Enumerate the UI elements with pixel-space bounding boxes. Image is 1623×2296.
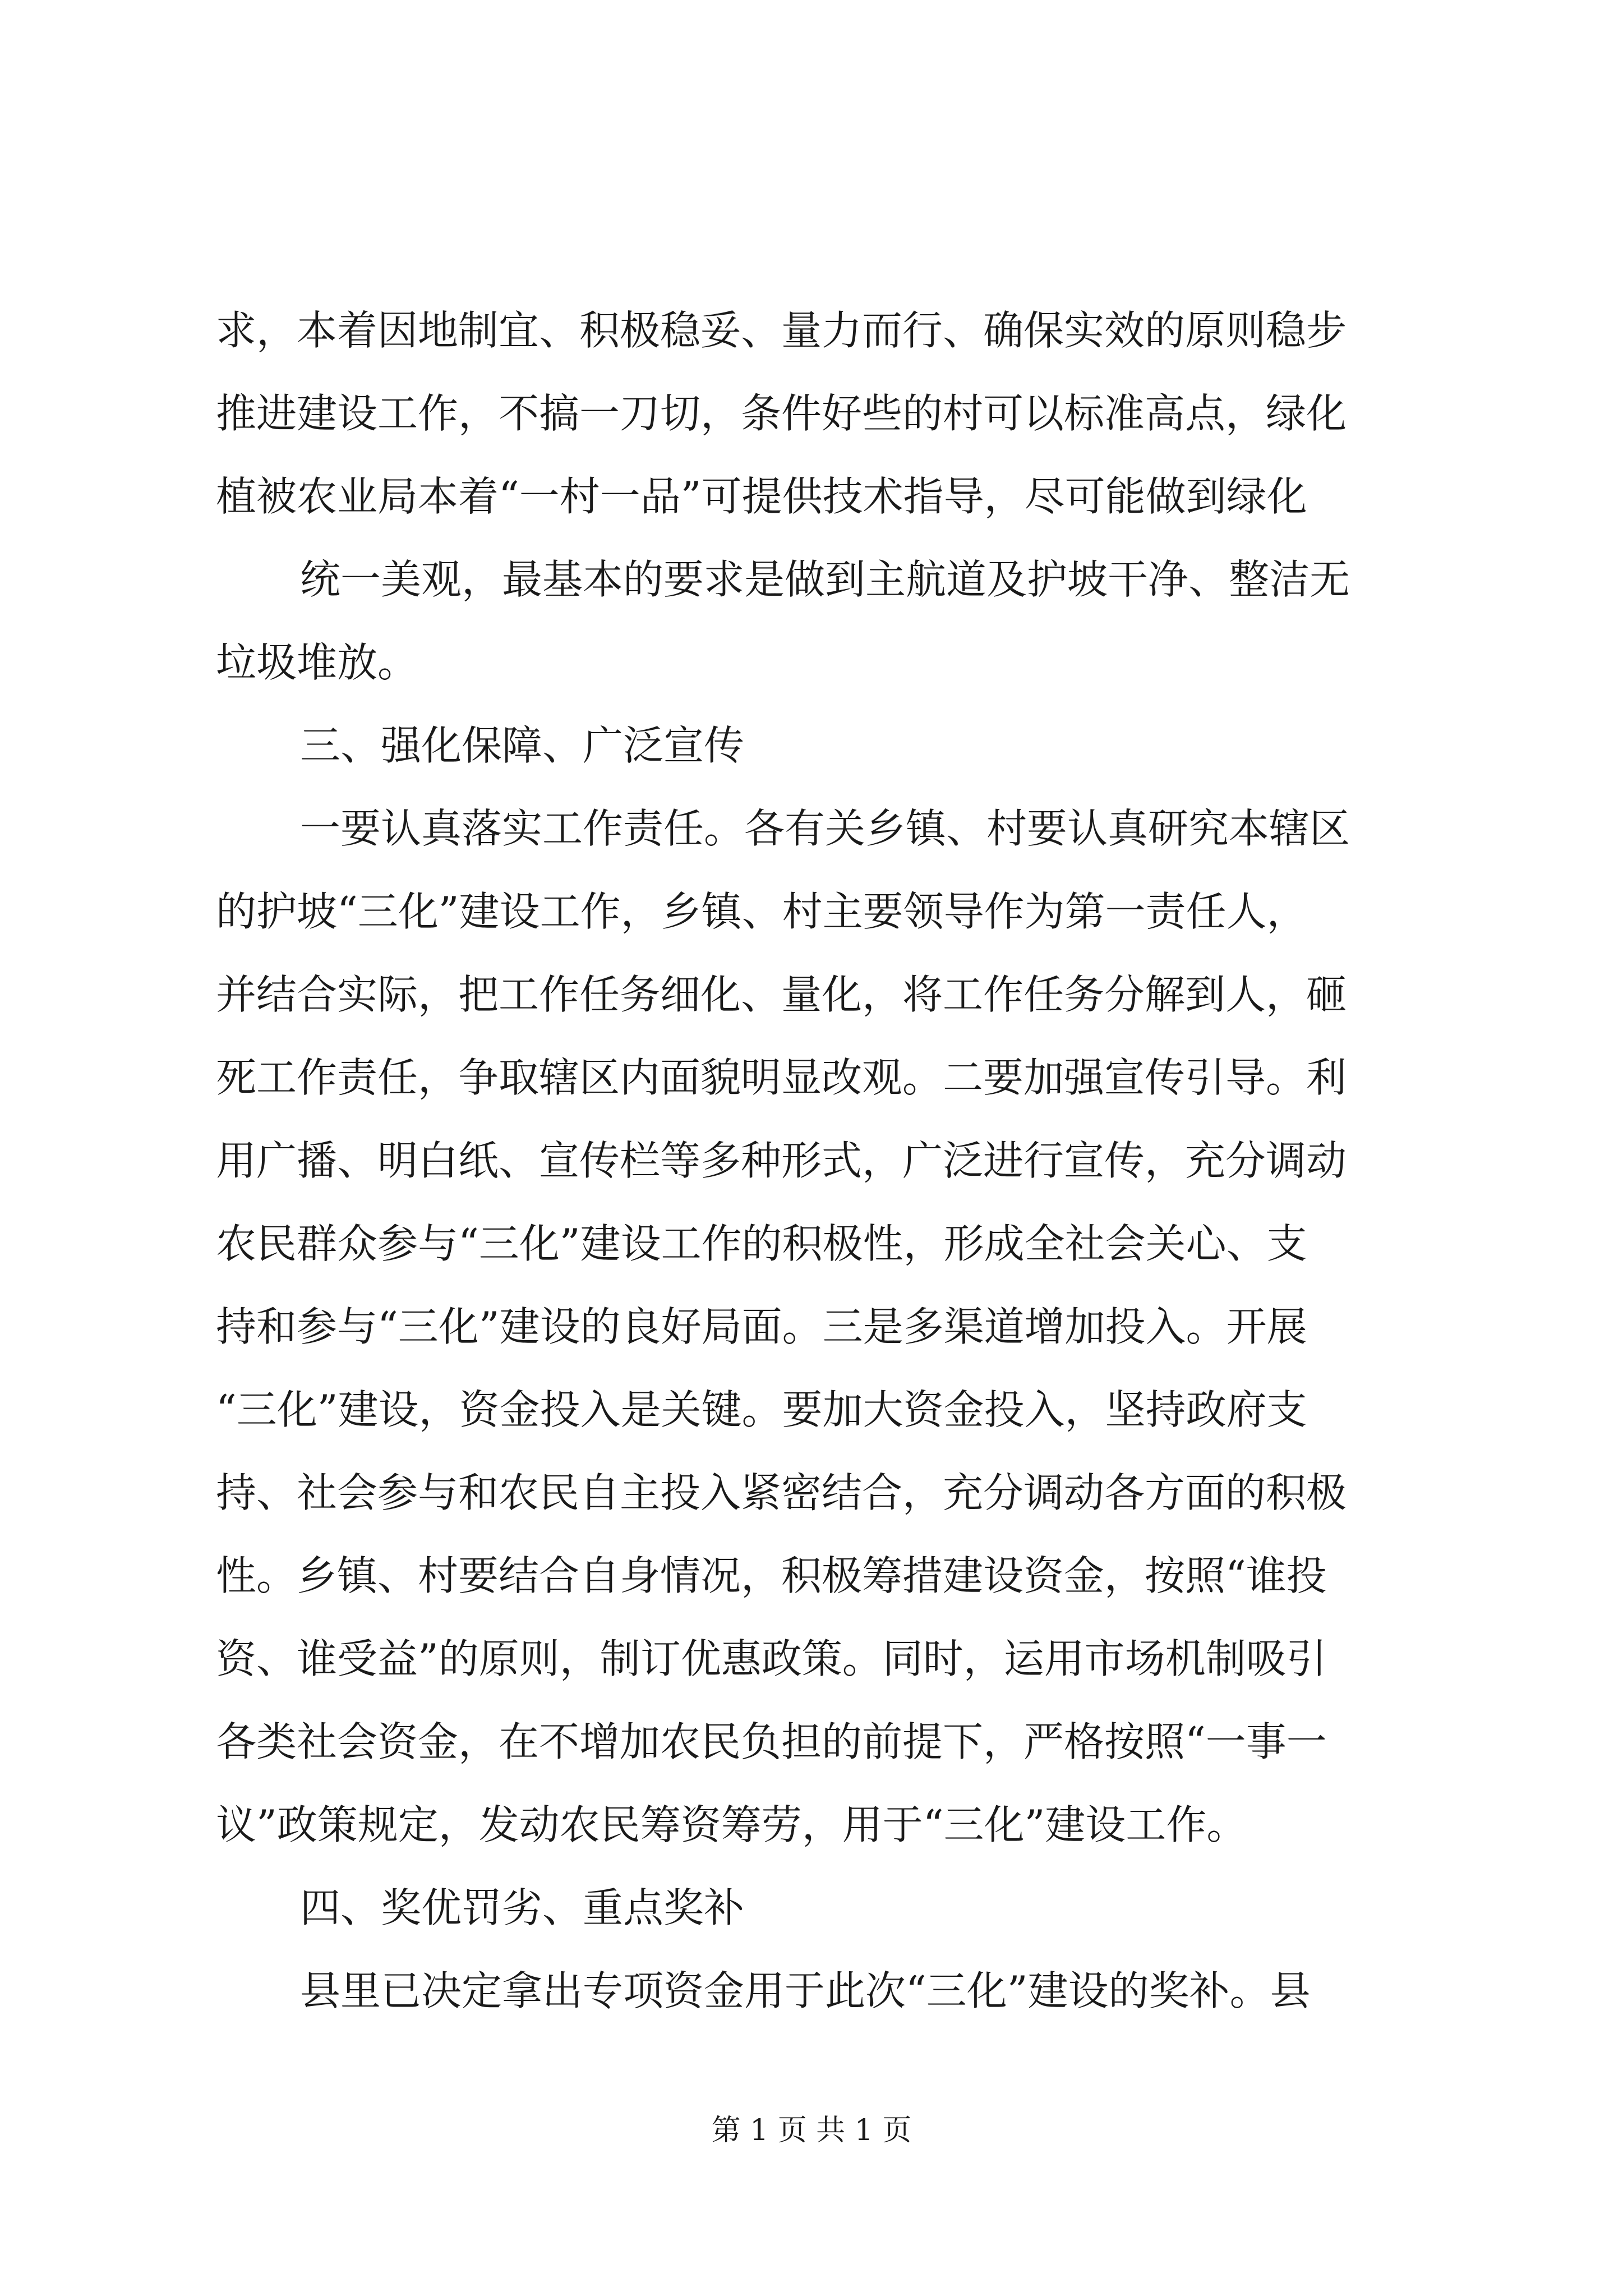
text-line: 资、谁受益”的原则，制订优惠政策。同时，运用市场机制吸引 [216, 1635, 1327, 1682]
text-line: 统一美观，最基本的要求是做到主航道及护坡干净、整洁无 [300, 556, 1350, 603]
text-line: 持和参与“三化”建设的良好局面。三是多渠道增加投入。开展 [216, 1303, 1307, 1350]
text-line: 议”政策规定，发动农民筹资筹劳，用于“三化”建设工作。 [216, 1801, 1247, 1848]
text-line: 的护坡“三化”建设工作，乡镇、村主要领导作为第一责任人， [216, 888, 1307, 935]
text-line: 性。乡镇、村要结合自身情况，积极筹措建设资金，按照“谁投 [216, 1552, 1327, 1599]
page-footer: 第 1 页 共 1 页 [711, 2114, 912, 2147]
text-line: 植被农业局本着“一村一品”可提供技术指导，尽可能做到绿化 [216, 473, 1307, 520]
text-line: 各类社会资金，在不增加农民负担的前提下，严格按照“一事一 [216, 1718, 1327, 1765]
text-line: 持、社会参与和农民自主投入紧密结合，充分调动各方面的积极 [216, 1469, 1347, 1516]
text-line: 并结合实际，把工作任务细化、量化，将工作任务分解到人，砸 [216, 971, 1347, 1018]
text-line: 县里已决定拿出专项资金用于此次“三化”建设的奖补。县 [300, 1967, 1311, 2014]
text-line: 求，本着因地制宜、积极稳妥、量力而行、确保实效的原则稳步 [216, 307, 1347, 354]
text-line: 用广播、明白纸、宣传栏等多种形式，广泛进行宣传，充分调动 [216, 1137, 1347, 1184]
section-heading: 四、奖优罚劣、重点奖补 [300, 1884, 745, 1931]
text-line: “三化”建设，资金投入是关键。要加大资金投入，坚持政府支 [216, 1386, 1307, 1433]
text-line: 农民群众参与“三化”建设工作的积极性，形成全社会关心、支 [216, 1220, 1307, 1267]
text-line: 一要认真落实工作责任。各有关乡镇、村要认真研究本辖区 [300, 805, 1350, 852]
document-body [216, 289, 1416, 2032]
text-line: 死工作责任，争取辖区内面貌明显改观。二要加强宣传引导。利 [216, 1054, 1347, 1101]
text-line: 垃圾堆放。 [216, 639, 418, 686]
section-heading: 三、强化保障、广泛宣传 [300, 722, 745, 769]
text-line: 推进建设工作，不搞一刀切，条件好些的村可以标准高点，绿化 [216, 390, 1347, 437]
